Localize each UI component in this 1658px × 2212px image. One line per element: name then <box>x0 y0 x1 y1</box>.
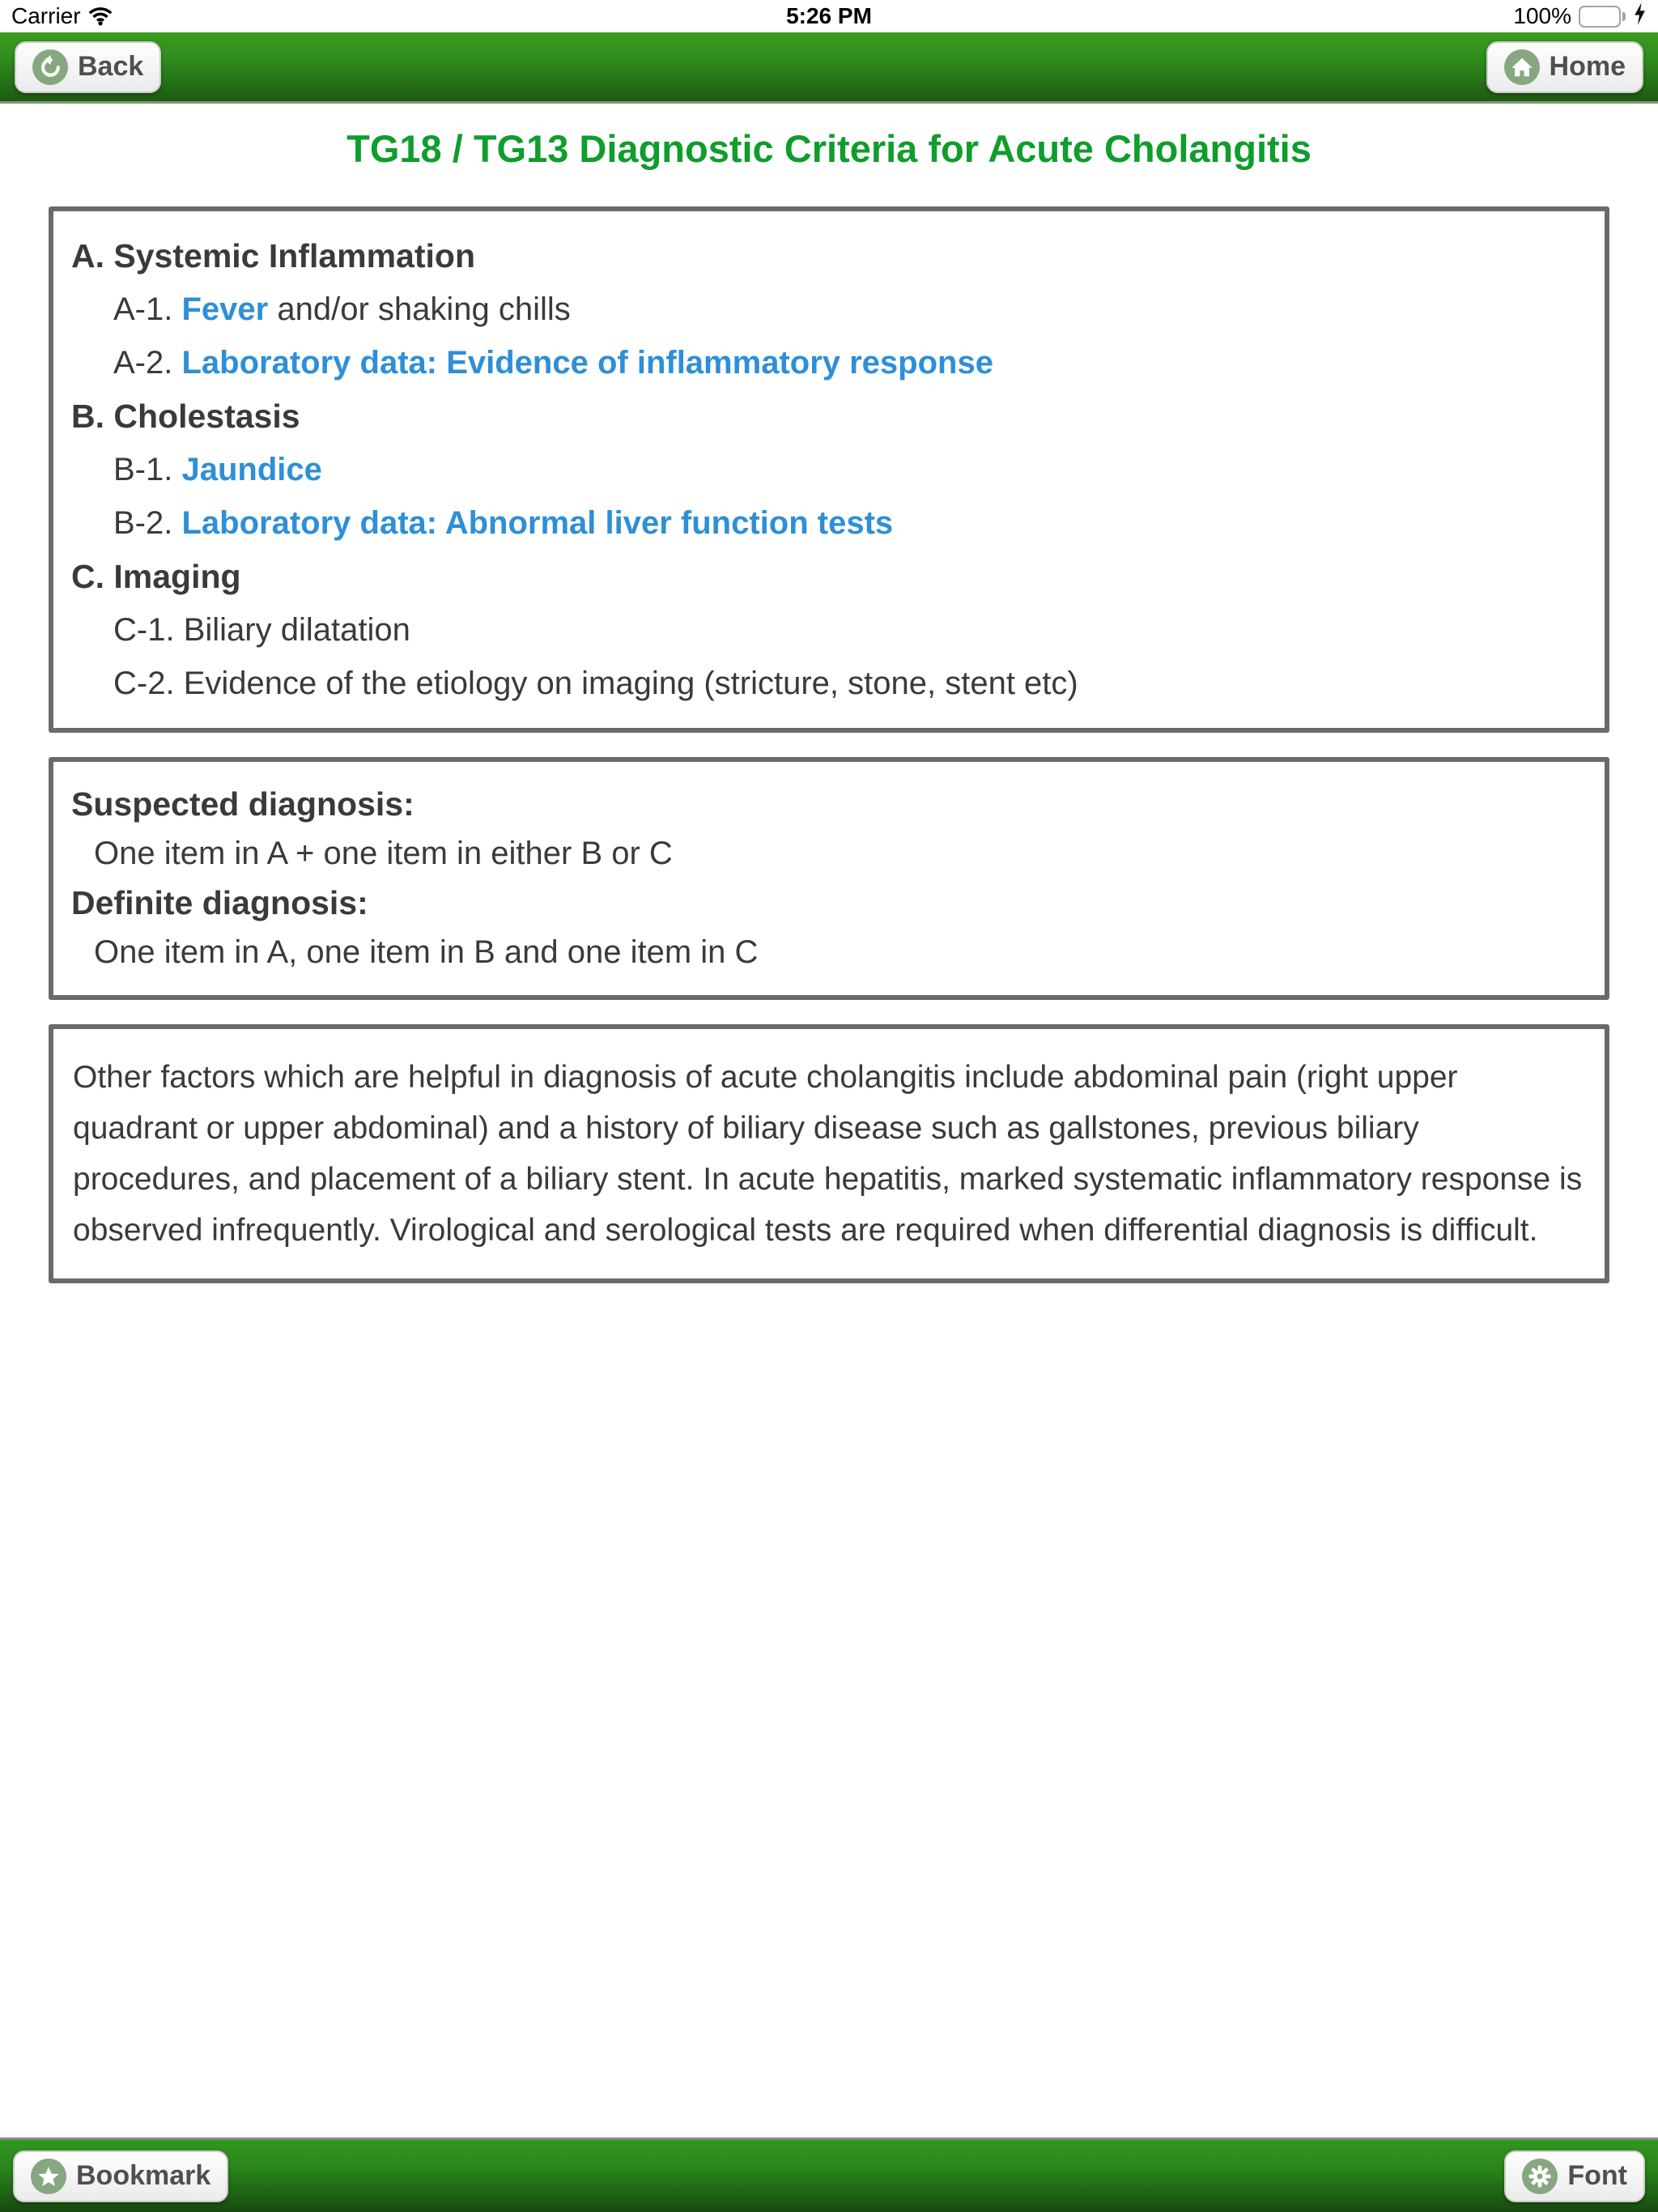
diagnosis-text: One item in A, one item in B and one item in C <box>94 934 759 970</box>
back-arrow-icon <box>32 49 68 85</box>
font-button[interactable] <box>1504 2150 1645 2202</box>
criteria-item-code: C-1. <box>113 612 175 648</box>
diagnosis-text: One item in A + one item in either B or C <box>94 836 673 871</box>
status-bar <box>0 0 1658 32</box>
bottom-toolbar <box>0 2138 1658 2212</box>
clock: 5:26 PM <box>786 3 872 28</box>
note-paragraph: Other factors which are helpful in diagnosis of acute cholangitis include abdominal pain (right upper quadrant or upper abdominal) and a history of biliary disease such as gallstones, previous biliary procedures, and placement of a biliary stent. In acute hepatitis, marked systematic inflammatory response is observed infrequently. Virological and serological tests are required when differential diagnosis is difficult. <box>73 1060 1583 1248</box>
criteria-item-link[interactable]: Fever <box>181 291 269 327</box>
gear-icon <box>1522 2159 1558 2194</box>
criteria-item <box>71 496 1587 550</box>
criteria-item-code: A-1. <box>113 291 173 327</box>
criteria-section-label: C. <box>71 558 104 595</box>
bookmark-button[interactable] <box>13 2150 228 2202</box>
criteria-item-code: A-2. <box>113 345 173 381</box>
back-button[interactable] <box>15 41 161 93</box>
criteria-item-code: B-2. <box>113 505 173 541</box>
criteria-section-label: A. <box>71 237 104 274</box>
font-button-label: Font <box>1567 2160 1627 2191</box>
note-box <box>49 1024 1609 1283</box>
criteria-item-text: and/or shaking chills <box>268 291 571 327</box>
criteria-section-header <box>71 550 1587 603</box>
criteria-section-title: Imaging <box>113 558 241 595</box>
diagnosis-label: Definite diagnosis: <box>71 884 368 921</box>
criteria-item-text: Biliary dilatation <box>183 612 410 648</box>
home-button-label: Home <box>1549 51 1626 82</box>
diagnosis-label: Suspected diagnosis: <box>71 785 414 823</box>
battery-percent-label: 100% <box>1513 3 1571 28</box>
criteria-box <box>49 206 1609 733</box>
criteria-section-title: Cholestasis <box>113 398 300 435</box>
carrier-label: Carrier <box>11 3 81 28</box>
nav-bar <box>0 32 1658 104</box>
page-content <box>0 104 1658 2138</box>
criteria-item <box>71 657 1587 710</box>
criteria-item <box>71 443 1587 496</box>
battery-icon <box>1579 6 1626 28</box>
criteria-item-code: C-2. <box>113 666 175 701</box>
criteria-item <box>71 336 1587 389</box>
criteria-section-title: Systemic Inflammation <box>113 237 475 274</box>
diagnosis-box <box>49 757 1609 1000</box>
criteria-item-link[interactable]: Jaundice <box>181 452 322 487</box>
criteria-section-header <box>71 389 1587 443</box>
page-title: TG18 / TG13 Diagnostic Criteria for Acute Cholangitis <box>346 127 1312 170</box>
home-icon <box>1504 49 1540 85</box>
criteria-item <box>71 603 1587 657</box>
criteria-item-link[interactable]: Laboratory data: Abnormal liver function tests <box>181 505 894 541</box>
criteria-section-header <box>71 229 1587 283</box>
criteria-section-label: B. <box>71 398 104 435</box>
home-button[interactable] <box>1486 41 1643 93</box>
charging-bolt-icon <box>1633 2 1647 31</box>
criteria-item-code: B-1. <box>113 452 173 487</box>
bookmark-button-label: Bookmark <box>76 2160 211 2191</box>
criteria-item <box>71 283 1587 336</box>
criteria-item-link[interactable]: Laboratory data: Evidence of inflammatory response <box>181 345 993 381</box>
star-icon <box>31 2159 66 2194</box>
back-button-label: Back <box>78 51 144 82</box>
criteria-item-text: Evidence of the etiology on imaging (stricture, stone, stent etc) <box>183 666 1078 701</box>
wifi-icon <box>88 6 113 26</box>
